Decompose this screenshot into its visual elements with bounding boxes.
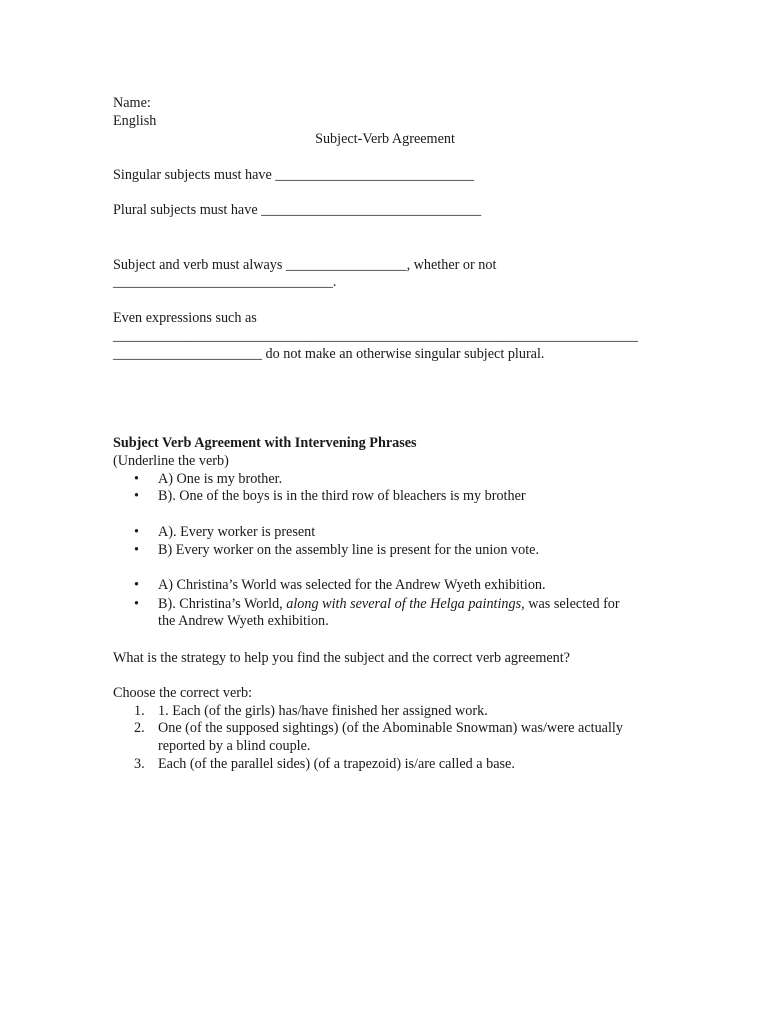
section-heading: Subject Verb Agreement with Intervening Phrases bbox=[113, 435, 417, 451]
example-sentence: A). Every worker is present bbox=[158, 524, 316, 540]
exercise-item-continued: reported by a blind couple. bbox=[158, 738, 311, 754]
example-sentence: B). One of the boys is in the third row of bleachers is my brother bbox=[158, 488, 526, 504]
exercise-item: 1. Each (of the girls) has/have finished her assigned work. bbox=[158, 703, 488, 719]
expressions-note-line1: Even expressions such as bbox=[113, 310, 257, 326]
sentence-end: , was selected for bbox=[521, 596, 620, 612]
example-sentence: B) Every worker on the assembly line is present for the union vote. bbox=[158, 542, 539, 558]
subject-label: English bbox=[113, 113, 157, 129]
expressions-note-line2: __________________________________________________________________________ bbox=[113, 328, 638, 344]
agreement-note-line1: Subject and verb must always _________________, whether or not bbox=[113, 257, 497, 273]
item-number: 2. bbox=[134, 720, 145, 736]
bullet-icon: • bbox=[134, 524, 139, 540]
example-sentence: A) One is my brother. bbox=[158, 471, 283, 487]
bullet-icon: • bbox=[134, 596, 139, 612]
plural-note: Plural subjects must have _______________________________ bbox=[113, 202, 482, 218]
example-sentence bbox=[158, 595, 620, 613]
agreement-note-line2: _______________________________. bbox=[113, 274, 337, 290]
bullet-icon: • bbox=[134, 577, 139, 593]
page-title: Subject-Verb Agreement bbox=[315, 131, 455, 147]
example-sentence-continued: the Andrew Wyeth exhibition. bbox=[158, 613, 329, 629]
section-instruction: (Underline the verb) bbox=[113, 453, 229, 469]
name-label: Name: bbox=[113, 95, 151, 111]
singular-note: Singular subjects must have ____________________________ bbox=[113, 167, 474, 183]
exercise-item: One (of the supposed sightings) (of the Abominable Snowman) was/were actually bbox=[158, 720, 623, 736]
bullet-icon: • bbox=[134, 488, 139, 504]
exercise-item: Each (of the parallel sides) (of a trapezoid) is/are called a base. bbox=[158, 756, 515, 772]
expressions-note-line3: _____________________ do not make an otherwise singular subject plural. bbox=[113, 346, 545, 362]
intervening-phrase: along with several of the Helga paintings bbox=[286, 596, 522, 612]
sentence-start: B). Christina’s World, bbox=[158, 596, 287, 612]
example-sentence: A) Christina’s World was selected for the Andrew Wyeth exhibition. bbox=[158, 577, 546, 593]
item-number: 1. bbox=[134, 703, 145, 719]
bullet-icon: • bbox=[134, 471, 139, 487]
exercise-prompt: Choose the correct verb: bbox=[113, 685, 253, 701]
item-number: 3. bbox=[134, 756, 145, 772]
bullet-icon: • bbox=[134, 542, 139, 558]
strategy-question: What is the strategy to help you find the subject and the correct verb agreement? bbox=[113, 650, 570, 666]
